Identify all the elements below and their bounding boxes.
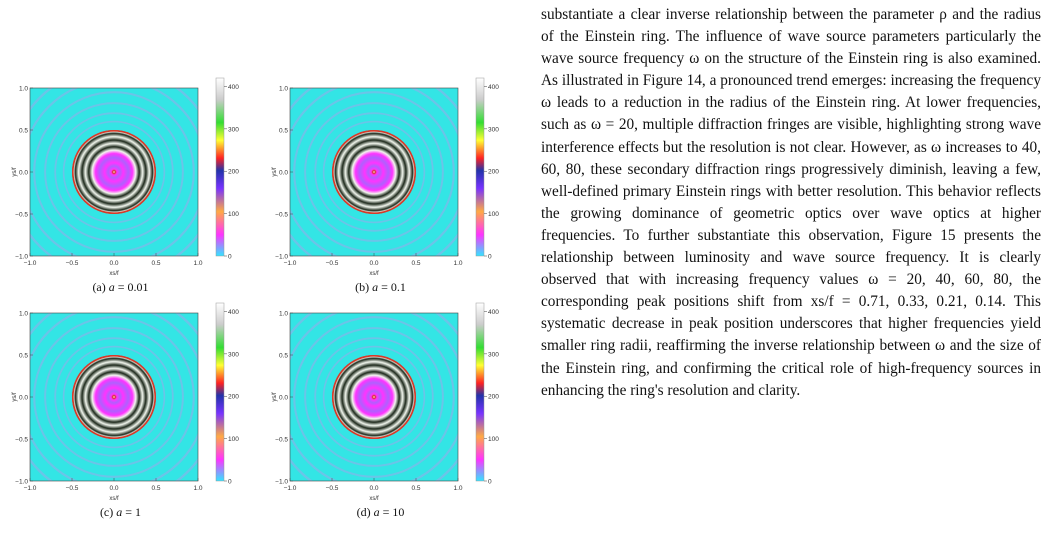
- panel-a: [10, 78, 239, 277]
- ring-plot: [270, 78, 499, 278]
- x-tick-label: 1.0: [193, 485, 203, 492]
- x-tick-label: −1.0: [23, 485, 37, 492]
- y-axis-label: ys/f: [272, 392, 278, 402]
- y-tick-label: 1.0: [18, 310, 28, 318]
- ring-plot: [10, 303, 239, 503]
- panel-d: [270, 303, 499, 502]
- colorbar: [216, 78, 224, 256]
- x-tick-label: 0.0: [369, 260, 379, 267]
- y-axis-label: ys/f: [12, 392, 18, 402]
- y-tick-label: −0.5: [275, 211, 288, 219]
- colorbar-tick-label: 200: [228, 393, 239, 401]
- panel-b: [270, 78, 499, 277]
- y-axis-label: ys/f: [272, 167, 278, 177]
- y-tick-label: 0.5: [278, 127, 288, 135]
- x-tick-label: 1.0: [453, 260, 463, 267]
- figure-grid: [0, 0, 520, 534]
- x-tick-label: 0.5: [411, 485, 421, 492]
- colorbar: [476, 78, 484, 256]
- ring-plot: [10, 78, 239, 278]
- intensity-map: [9, 67, 219, 277]
- x-axis-label: xs/f: [109, 496, 119, 502]
- colorbar-tick-label: 400: [488, 83, 499, 91]
- colorbar-tick-label: 400: [228, 308, 239, 316]
- x-axis-label: xs/f: [109, 271, 119, 277]
- x-tick-label: 0.0: [109, 485, 119, 492]
- intensity-map: [9, 292, 219, 502]
- y-tick-label: −0.5: [275, 436, 288, 444]
- colorbar-tick-label: 100: [228, 436, 239, 444]
- x-tick-label: 1.0: [193, 260, 203, 267]
- y-tick-label: 0.5: [278, 352, 288, 360]
- x-tick-label: −0.5: [65, 260, 79, 267]
- colorbar-tick-label: 300: [228, 126, 239, 134]
- x-axis-label: xs/f: [369, 496, 379, 502]
- y-tick-label: 1.0: [278, 310, 288, 318]
- y-tick-label: −1.0: [275, 253, 288, 261]
- y-tick-label: 1.0: [278, 85, 288, 93]
- x-tick-label: −0.5: [325, 485, 339, 492]
- colorbar-tick-label: 400: [488, 308, 499, 316]
- caption-b: (b) a = 0.1: [355, 280, 406, 294]
- x-tick-label: 0.0: [369, 485, 379, 492]
- colorbar-tick-label: 300: [488, 351, 499, 359]
- panel-c: [10, 303, 239, 502]
- y-tick-label: 0.0: [18, 394, 28, 402]
- y-tick-label: 0.0: [278, 394, 288, 402]
- colorbar-tick-label: 300: [488, 126, 499, 134]
- intensity-map: [269, 292, 479, 502]
- body-text-column: [541, 4, 1041, 402]
- colorbar-tick-label: 0: [228, 253, 232, 261]
- x-tick-label: −0.5: [325, 260, 339, 267]
- colorbar-tick-label: 100: [488, 436, 499, 444]
- y-tick-label: −1.0: [275, 478, 288, 486]
- y-tick-label: 0.5: [18, 127, 28, 135]
- x-tick-label: 1.0: [453, 485, 463, 492]
- caption-c: (c) a = 1: [99, 505, 142, 519]
- y-tick-label: 1.0: [18, 85, 28, 93]
- colorbar-tick-label: 100: [488, 211, 499, 219]
- x-tick-label: −1.0: [283, 485, 297, 492]
- colorbar-tick-label: 0: [488, 478, 492, 486]
- caption-d: (d) a = 10: [356, 505, 405, 519]
- body-paragraph: substantiate a clear inverse relationship between the parameter ρ and the radius of the Einstein ring. The influence of wave source parameters particularly the wave source frequency ω on the structure of the Einstein ring is also examined. As illustrated in Figure 14, a pronounced trend emerges: increasing the frequency ω leads to a reduction in the radius of the Einstein ring. At lower frequencies, such as ω = 20, multiple diffraction fringes are visible, highlighting strong wave interference effects but the resolution is not clear. However, as ω increases to 40, 60, 80, these secondary diffraction rings progressively diminish, leaving a few, well-defined primary Einstein rings with better resolution. This behavior reflects the growing dominance of geometric optics over wave optics at higher frequencies. To further substantiate this observation, Figure 15 presents the relationship between luminosity and wave source frequency. It is clearly observed that with increasing frequency values ω = 20, 40, 60, 80, the corresponding peak positions shift from xs/f = 0.71, 0.33, 0.21, 0.14. This systematic decrease in peak position underscores that higher frequencies yield smaller ring radii, reaffirming the inverse relationship between ω and the size of the Einstein ring, and confirming the critical role of high-frequency sources in enhancing the ring's resolution and clarity.: [541, 6, 1041, 399]
- x-tick-label: 0.5: [411, 260, 421, 267]
- x-axis-label: xs/f: [369, 271, 379, 277]
- y-tick-label: 0.0: [18, 169, 28, 177]
- x-tick-label: −1.0: [283, 260, 297, 267]
- colorbar: [476, 303, 484, 481]
- y-tick-label: 0.5: [18, 352, 28, 360]
- y-tick-label: −0.5: [15, 436, 28, 444]
- intensity-map: [269, 67, 479, 277]
- ring-plot: [270, 303, 499, 503]
- y-tick-label: −1.0: [15, 478, 28, 486]
- colorbar-tick-label: 300: [228, 351, 239, 359]
- colorbar: [216, 303, 224, 481]
- y-tick-label: −0.5: [15, 211, 28, 219]
- x-tick-label: 0.5: [151, 260, 161, 267]
- colorbar-tick-label: 200: [488, 393, 499, 401]
- y-tick-label: 0.0: [278, 169, 288, 177]
- colorbar-tick-label: 200: [228, 168, 239, 176]
- y-axis-label: ys/f: [12, 167, 18, 177]
- caption-a: (a) a = 0.01: [92, 280, 149, 294]
- y-tick-label: −1.0: [15, 253, 28, 261]
- colorbar-tick-label: 0: [228, 478, 232, 486]
- x-tick-label: −1.0: [23, 260, 37, 267]
- x-tick-label: 0.0: [109, 260, 119, 267]
- colorbar-tick-label: 100: [228, 211, 239, 219]
- x-tick-label: −0.5: [65, 485, 79, 492]
- colorbar-tick-label: 400: [228, 83, 239, 91]
- x-tick-label: 0.5: [151, 485, 161, 492]
- colorbar-tick-label: 0: [488, 253, 492, 261]
- colorbar-tick-label: 200: [488, 168, 499, 176]
